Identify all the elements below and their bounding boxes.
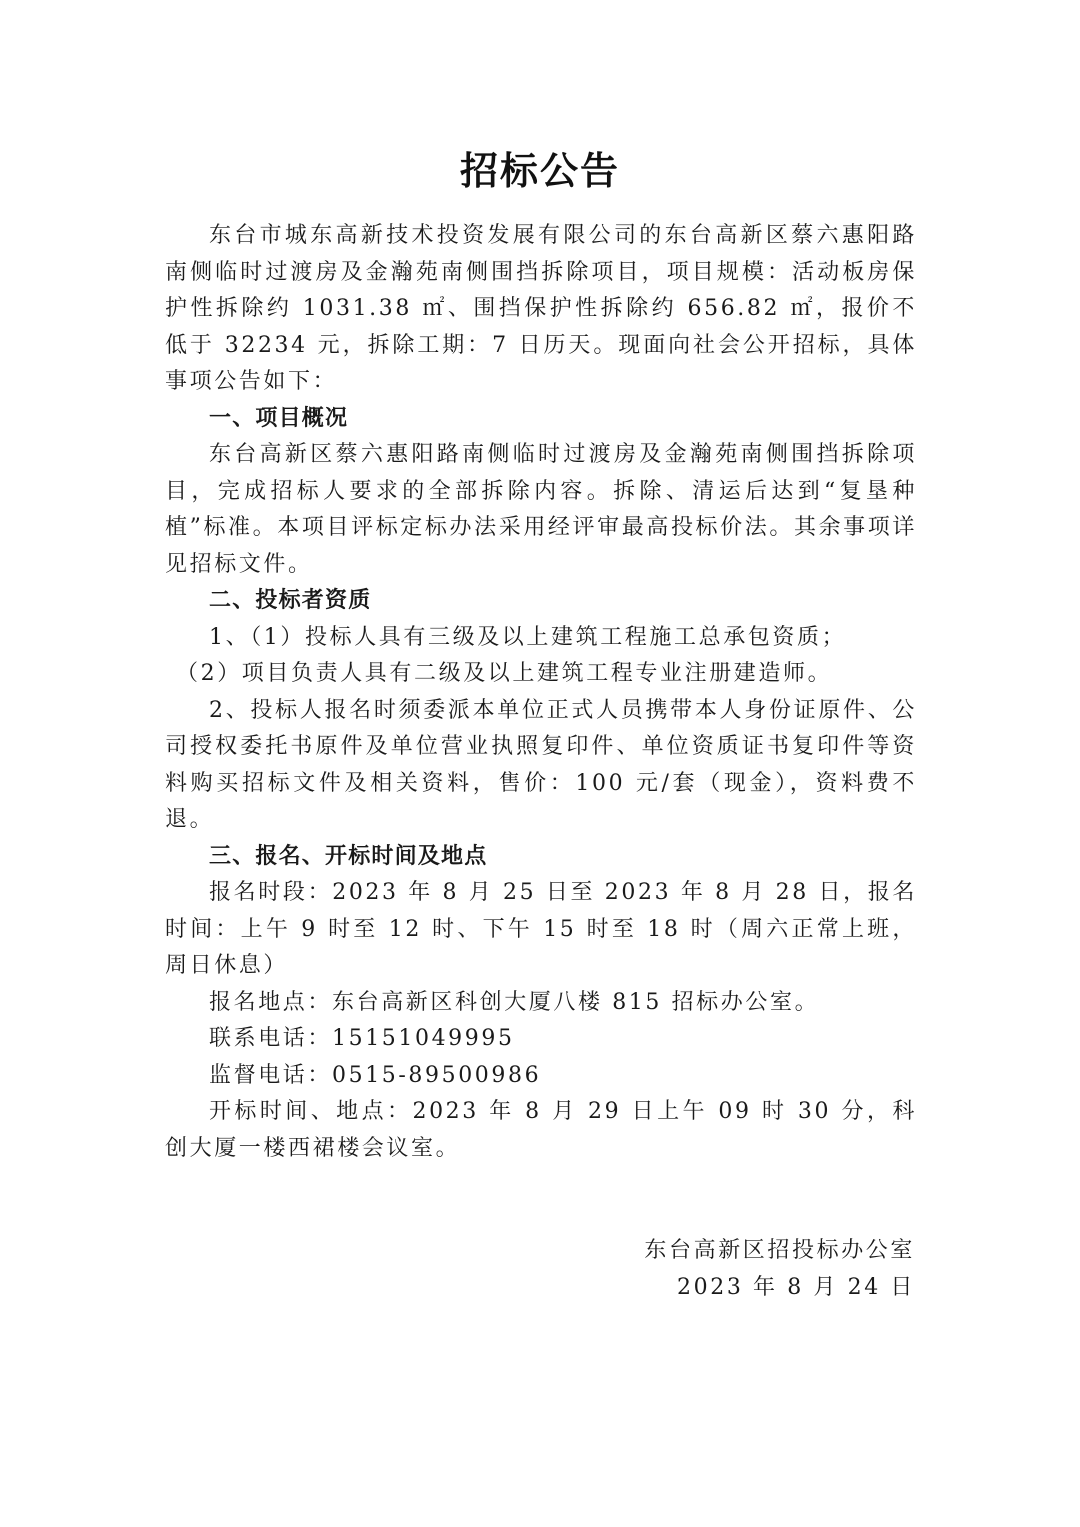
section-3-heading: 三、报名、开标时间及地点	[209, 843, 488, 869]
page-title: 招标公告	[459, 149, 620, 193]
signature-org: 东台高新区招投标办公室	[644, 1238, 915, 1263]
signature-date: 2023 年 8 月 24 日	[677, 1275, 915, 1300]
registration-location: 报名地点：东台高新区科创大厦八楼 815 招标办公室。	[209, 989, 820, 1015]
section-1-text: 东台高新区蔡六惠阳路南侧临时过渡房及金瀚苑南侧围挡拆除项目，完成招标人要求的全部拆除内容。拆除、清运后达到“复垦种植”标准。本项目评标定标办法采用经评审最高投标价法。其余事项详见招标文件。	[165, 442, 917, 577]
qualification-item-2: 2、投标人报名时须委派本单位正式人员携带本人身份证原件、公司授权委托书原件及单位营业执照复印件、单位资质证书复印件等资料购买招标文件及相关资料，售价：100 元/套（现金），资料费不退。	[165, 697, 917, 832]
section-2-heading: 二、投标者资质	[209, 588, 372, 613]
registration-period: 报名时段：2023 年 8 月 25 日至 2023 年 8 月 28 日，报名时间：上午 9 时至 12 时、下午 15 时至 18 时（周六正常上班，周日休息）	[165, 880, 917, 978]
supervision-phone: 监督电话：0515-89500986	[209, 1062, 542, 1088]
bid-opening-info: 开标时间、地点：2023 年 8 月 29 日上午 09 时 30 分，科创大厦一楼西裙楼会议室。	[165, 1099, 917, 1161]
qualification-item-1b: （2）项目负责人具有二级及以上建筑工程专业注册建造师。	[176, 661, 833, 686]
intro-paragraph: 东台市城东高新技术投资发展有限公司的东台高新区蔡六惠阳路南侧临时过渡房及金瀚苑南侧围挡拆除项目，项目规模：活动板房保护性拆除约 1031.38 ㎡、围挡保护性拆除约 656.82 ㎡，报价不低于 32234 元，拆除工期：7 日历天。现面向社会公开招标，具体事项公告如下：	[165, 223, 917, 394]
document-body	[165, 218, 917, 1167]
qualification-item-1a: 1、（1）投标人具有三级及以上建筑工程施工总承包资质；	[209, 624, 847, 650]
signature-block	[644, 1232, 915, 1306]
contact-phone: 联系电话：15151049995	[209, 1026, 515, 1051]
section-1-heading: 一、项目概况	[209, 405, 349, 431]
